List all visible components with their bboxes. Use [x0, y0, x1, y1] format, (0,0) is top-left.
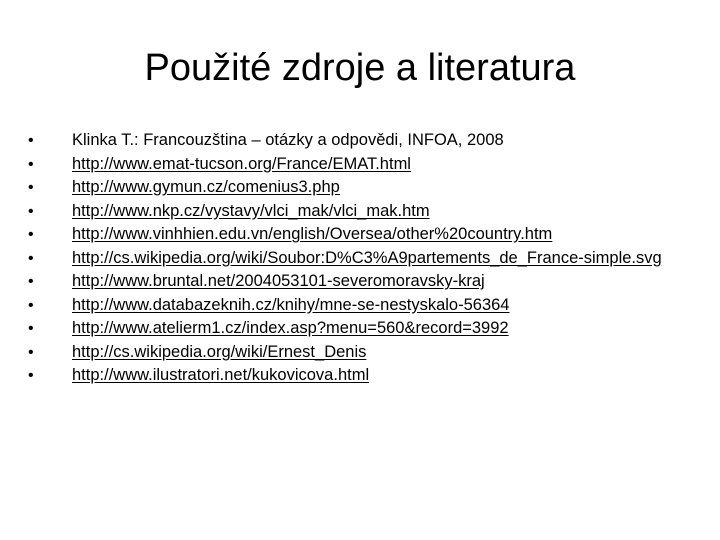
- list-item: [28, 317, 668, 341]
- reference-link[interactable]: http://www.atelierm1.cz/index.asp?menu=560&record=3992: [72, 319, 509, 337]
- list-item: [28, 270, 668, 294]
- bullet-icon: •: [28, 155, 34, 173]
- list-item: [28, 200, 668, 224]
- reference-link[interactable]: http://www.emat-tucson.org/France/EMAT.html: [72, 154, 411, 173]
- bullet-icon: •: [28, 296, 34, 314]
- bullet-icon: •: [28, 273, 34, 290]
- list-item: [28, 176, 668, 200]
- bullet-icon: •: [28, 226, 34, 243]
- reference-text: Klinka T.: Francouzština – otázky a odpovědi, INFOA, 2008: [72, 131, 504, 149]
- list-item: [28, 247, 662, 271]
- list-item: [28, 153, 668, 177]
- reference-link[interactable]: http://www.ilustratori.net/kukovicova.html: [72, 366, 370, 384]
- reference-link[interactable]: http://cs.wikipedia.org/wiki/Ernest_Denis: [72, 342, 367, 361]
- bullet-icon: •: [28, 320, 34, 337]
- reference-link[interactable]: http://www.bruntal.net/2004053101-severomoravsky-kraj: [72, 272, 485, 290]
- reference-link[interactable]: http://www.gymun.cz/comenius3.php: [72, 178, 340, 196]
- reference-link[interactable]: http://www.vinhhien.edu.vn/english/Oversea/other%20country.htm: [72, 225, 553, 243]
- reference-link[interactable]: http://cs.wikipedia.org/wiki/Soubor:D%C3%A9partements_de_France-simple.svg: [72, 248, 662, 267]
- bullet-icon: •: [28, 179, 34, 196]
- references-list: [28, 129, 668, 388]
- bullet-icon: •: [28, 367, 34, 384]
- reference-link[interactable]: http://www.databazeknih.cz/knihy/mne-se-nestyskalo-56364: [72, 295, 510, 314]
- bullet-icon: •: [28, 202, 34, 220]
- reference-link[interactable]: http://www.nkp.cz/vystavy/vlci_mak/vlci_mak.htm: [72, 201, 430, 220]
- bullet-icon: •: [28, 132, 34, 149]
- list-item: [28, 294, 668, 318]
- list-item: [28, 129, 668, 153]
- list-item: [28, 341, 668, 365]
- bullet-icon: •: [28, 343, 34, 361]
- list-item: [28, 223, 668, 247]
- list-item: [28, 364, 668, 388]
- bullet-icon: •: [28, 249, 34, 267]
- slide-title: Použité zdroje a literatura: [144, 47, 576, 89]
